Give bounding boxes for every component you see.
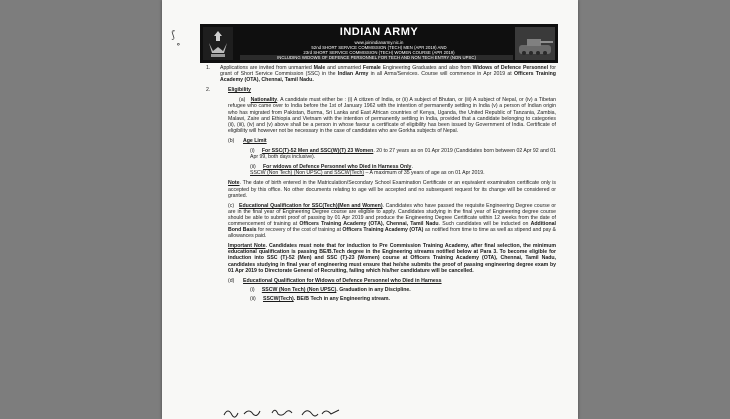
section-2-title: Eligibility	[228, 87, 252, 94]
document-body	[206, 65, 556, 302]
section-2d-ii	[206, 296, 556, 302]
section-1-number: 1.	[206, 65, 211, 71]
section-2b-number: (b)	[228, 137, 235, 144]
section-2d-i-number: (i)	[250, 286, 255, 293]
important-note-text: . Candidates must note that for induction to Pre Commission Training Academy, after final selection, the minimum educational qualification is passing BE/B.Tech degree in the Engineering streams notified below at Para 3. To become eligible for induction into SSC (T)-52 (Men) and SSC (T)-23 (Women) course at Officers Training Academy (OTA), Chennai, Tamil Nadu, candidates studying in final year of engineering must ensure that he/she submits the proof of passing engineering degree exam by 01 Apr 2019 to Directorate General of Recruiting, failing which his/her candidature will be cancelled.	[228, 243, 556, 274]
section-1	[206, 65, 556, 83]
section-2b-i-number: (i)	[250, 148, 255, 155]
section-2-number: 2.	[206, 87, 211, 94]
section-1-text: Applications are invited from unmarried Male and unmarried Female Engineering Graduates and also from Widows of Defence Personnel for grant of Short Service Commission (SSC) in the Indian Army in all Arms/Services. Course will commence in Apr 2019 at Officers Training Academy (OTA), Chennai, Tamil Nadu.	[220, 65, 556, 84]
banner-line-3: INCLUDING WIDOWS OF DEFENCE PERSONNEL FOR TECH AND NON TECH ENTRY (NON UPSC)	[240, 55, 513, 60]
section-2b-i-text: . 20 to 27 years as on 01 Apr 2019 (Candidates born between 02 Apr 92 and 01 Apr 99, both days inclusive).	[250, 148, 557, 161]
section-2a-title: Nationality	[250, 97, 278, 104]
section-2d-ii-text: . BE/B Tech in any Engineering stream.	[293, 295, 390, 302]
section-2a	[206, 97, 556, 134]
margin-scribble: ʃ′	[170, 29, 179, 41]
section-2b-ii-text: – A maximum of 35 years of age as on 01 Apr 2019.	[364, 170, 485, 177]
section-2d-i	[206, 287, 556, 293]
header-banner	[200, 24, 558, 63]
note-title: Note	[228, 180, 240, 187]
section-2a-text: . A candidate must either be : (i) A citizen of India, or (ii) A subject of Bhutan, or (iii) A subject of Nepal, or (iv) a Tibetan refugee who came over to India before the 1st of January 1962 with the intention of permanently settling in India (v) a person of Indian origin who has migrated from Pakistan, Burma, Sri Lanka and East African countries of Kenya, Uganda, the United Republic of Tanzania, Zambia, Malawi, Zaire and Ethiopia and Vietnam with the intention of permanently settling in India, provided that a candidate belonging to categories (ii), (iii), (iv) and (v) above shall be a person in whose favour a certificate of eligibility has been issued by Government of India. Certificate of eligibility will however not be necessary in the case of candidates who are Gorkha subjects of Nepal.	[228, 97, 557, 134]
section-2b-i	[206, 148, 556, 160]
section-2d-ii-number: (ii)	[250, 295, 256, 302]
section-2d-number: (d)	[228, 277, 235, 284]
important-note	[206, 243, 556, 273]
note-paragraph	[206, 180, 556, 198]
banner-line-1: 52nd SHORT SERVICE COMMISSION (TECH) MEN (APR 2019) AND	[311, 45, 447, 50]
section-2-heading	[206, 87, 556, 93]
banner-title: INDIAN ARMY	[339, 26, 419, 38]
section-2b-title: Age Limit	[243, 137, 267, 144]
section-2b-ii-title: For widows of Defence Personnel who Died in Harness Only	[262, 164, 412, 171]
section-2b	[206, 138, 556, 144]
section-2d	[206, 278, 556, 284]
section-2d-title: Educational Qualification for Widows of Defence Personnel who Died in Harness	[243, 277, 442, 284]
section-2d-i-entry: SSCW (Non Tech) (Non UPSC)	[261, 286, 337, 293]
document-page	[162, 0, 578, 419]
section-2b-i-title: For SSC(T)-52 Men and SSC(W)(T) 23 Women	[261, 148, 374, 155]
tank-image-icon	[515, 27, 555, 60]
section-2b-ii-number: (ii)	[250, 164, 256, 171]
margin-scribble-2: ∘	[174, 39, 182, 51]
important-note-title: Important Note	[228, 243, 266, 250]
section-2b-ii-entry: SSCW (Non Tech) (Non UPSC) and SSCW(Tech)	[250, 170, 365, 177]
handwritten-signature	[222, 405, 372, 419]
banner-website: www.joinindianarmy.nic.in	[354, 40, 404, 45]
banner-line-2: 23rd SHORT SERVICE COMMISSION (TECH) WOMEN COURSE (APR 2019)	[303, 50, 455, 55]
note-text: . The date of birth entered in the Matriculation/Secondary School Examination Certificate or an equivalent examination certificate only is accepted by this office. No other documents relating to age will be accepted and no subsequent request for its change will be considered or granted.	[228, 180, 556, 199]
section-2c-title: Educational Qualification for SSC(Tech)(Men and Women)	[239, 202, 383, 209]
section-2d-ii-entry: SSCW(Tech)	[262, 295, 294, 302]
section-2b-ii: (ii) For widows of Defence Personnel who Died in Harness Only. SSCW (Non Tech) (Non UPSC) and SSCW(Tech) – A maximum of 35 years of age as on 01 Apr 2019.	[250, 164, 485, 177]
section-2c-number: (c)	[228, 202, 235, 209]
section-2a-number: (a)	[239, 97, 246, 104]
section-2c: (c) Educational Qualification for SSC(Tech)(Men and Women). Candidates who have passed the requisite Engineering Degree course or are in the final year of Engineering Degree course are eligible to apply. Candidates studying in the final year of Engineering degree course should be able to submit proof of passing by 01 Apr 2019 and produce the Engineering Degree Certificate within 12 weeks from the date of commencement of training at Officers Training Academy (OTA), Chennai, Tamil Nadu. Such candidates will be inducted on Additional Bond Basis for recovery of the cost of training at Officers Training Academy (OTA) as notified from time to time as well as stipend and pay & allowances paid.	[228, 202, 556, 240]
section-2d-i-text: . Graduation in any Discipline.	[336, 286, 411, 293]
